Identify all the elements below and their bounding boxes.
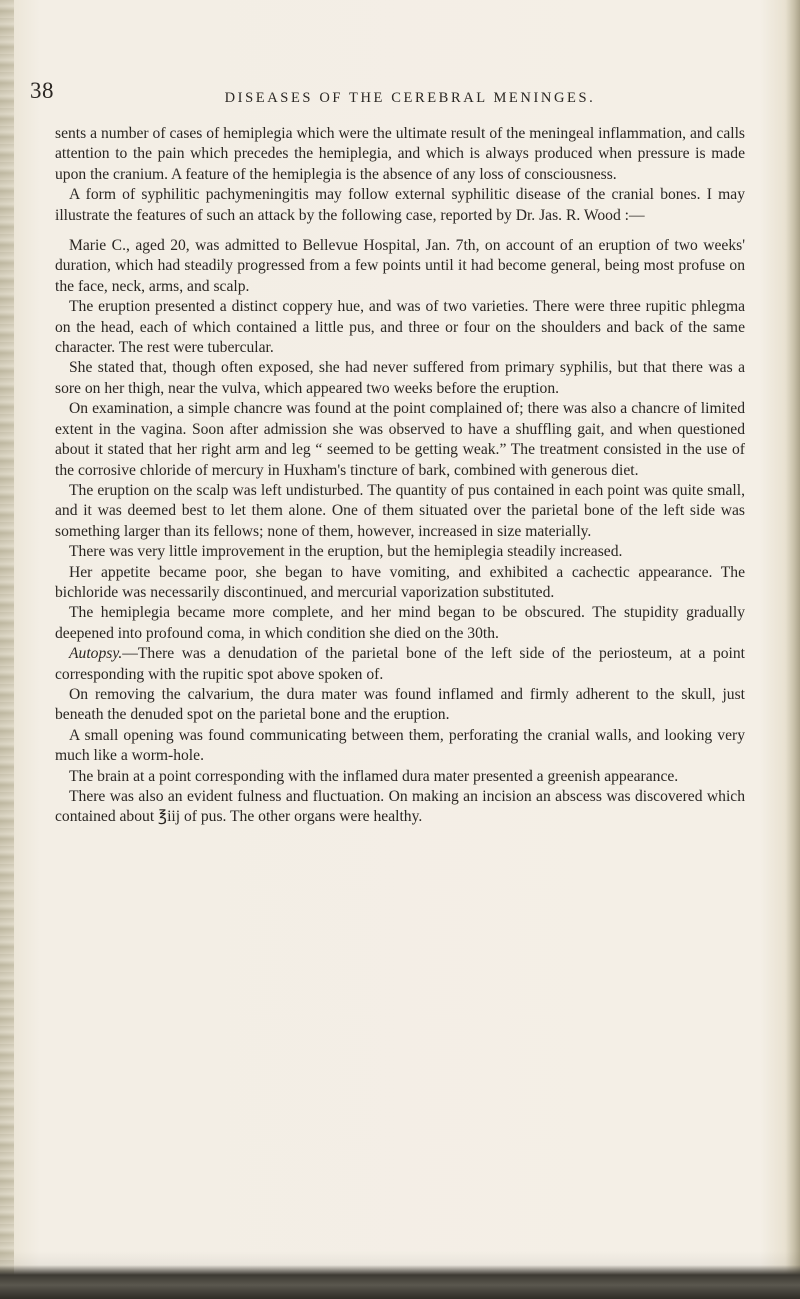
paragraph: The eruption presented a distinct coppery hue, and was of two varieties. There were three rupitic phlegma on the head, each of which contained a little pus, and three or four on the shoulders and back of the same character. The rest were tubercular.: [55, 298, 745, 357]
paragraph: On removing the calvarium, the dura mater was found inflamed and firmly adherent to the skull, just beneath the denuded spot on the parietal bone and the eruption.: [55, 685, 745, 724]
paragraph: There was also an evident fulness and fluctuation. On making an incision an abscess was discovered which contained about ℥iij of pus. The other organs were healthy.: [55, 788, 745, 826]
paragraph: The eruption on the scalp was left undisturbed. The quantity of pus contained in each point was quite small, and it was deemed best to let them alone. One of them situated over the parietal bone of the left side was something larger than its fellows; none of them, however, increased in size materially.: [55, 481, 745, 540]
page-header: [30, 78, 765, 118]
case-spacer: [55, 226, 745, 236]
paragraph: On examination, a simple chancre was found at the point complained of; there was also a chancre of limited extent in the vagina. Soon after admission she was observed to have a shuffling gait, and when questioned about it stated that her right arm and leg “ seemed to be getting weak.” The treatment consisted in the use of the corrosive chloride of mercury in Huxham's tincture of bark, combined with generous diet.: [55, 400, 745, 479]
paragraph: A form of syphilitic pachymeningitis may follow external syphilitic disease of the cranial bones. I may illustrate the features of such an attack by the following case, reported by Dr. Jas. R. Wood :—: [55, 186, 745, 224]
page-body: [55, 124, 745, 828]
paragraph: A small opening was found communicating between them, perforating the cranial walls, and looking very much like a worm-hole.: [55, 726, 745, 765]
running-head: DISEASES OF THE CEREBRAL MENINGES.: [224, 90, 596, 106]
paragraph: Her appetite became poor, she began to have vomiting, and exhibited a cachectic appearance. The bichloride was necessarily discontinued, and mercurial vaporization substituted.: [55, 563, 745, 601]
paragraph: Marie C., aged 20, was admitted to Bellevue Hospital, Jan. 7th, on account of an eruption of two weeks' duration, which had steadily progressed from a few points until it had become general, being most profuse on the face, neck, arms, and scalp.: [55, 237, 745, 295]
autopsy-label: Autopsy.: [69, 645, 123, 663]
paragraph: The hemiplegia became more complete, and her mind began to be obscured. The stupidity gradually deepened into profound coma, in which condition she died on the 30th.: [55, 604, 745, 642]
paragraph: She stated that, though often exposed, she had never suffered from primary syphilis, but that there was a sore on her thigh, near the vulva, which appeared two weeks before the eruption.: [55, 359, 745, 397]
binding-gutter: [0, 0, 14, 1299]
autopsy-text: —There was a denudation of the parietal bone of the left side of the periosteum, at a point corresponding with the rupitic spot above spoken of.: [55, 645, 745, 683]
autopsy-paragraph: [55, 644, 745, 685]
paragraph: The brain at a point corresponding with the inflamed dura mater presented a greenish appearance.: [69, 767, 679, 785]
page-edge-bottom: [0, 1251, 800, 1299]
paragraph: There was very little improvement in the eruption, but the hemiplegia steadily increased.: [69, 543, 623, 561]
page-edge-right: [786, 0, 800, 1299]
paragraph: sents a number of cases of hemiplegia which were the ultimate result of the meningeal inflammation, and calls attention to the pain which precedes the hemiplegia, and which is always produced when pressure is made upon the cranium. A feature of the hemiplegia is the absence of any loss of consciousness.: [55, 125, 745, 183]
page-number: 38: [30, 78, 54, 103]
